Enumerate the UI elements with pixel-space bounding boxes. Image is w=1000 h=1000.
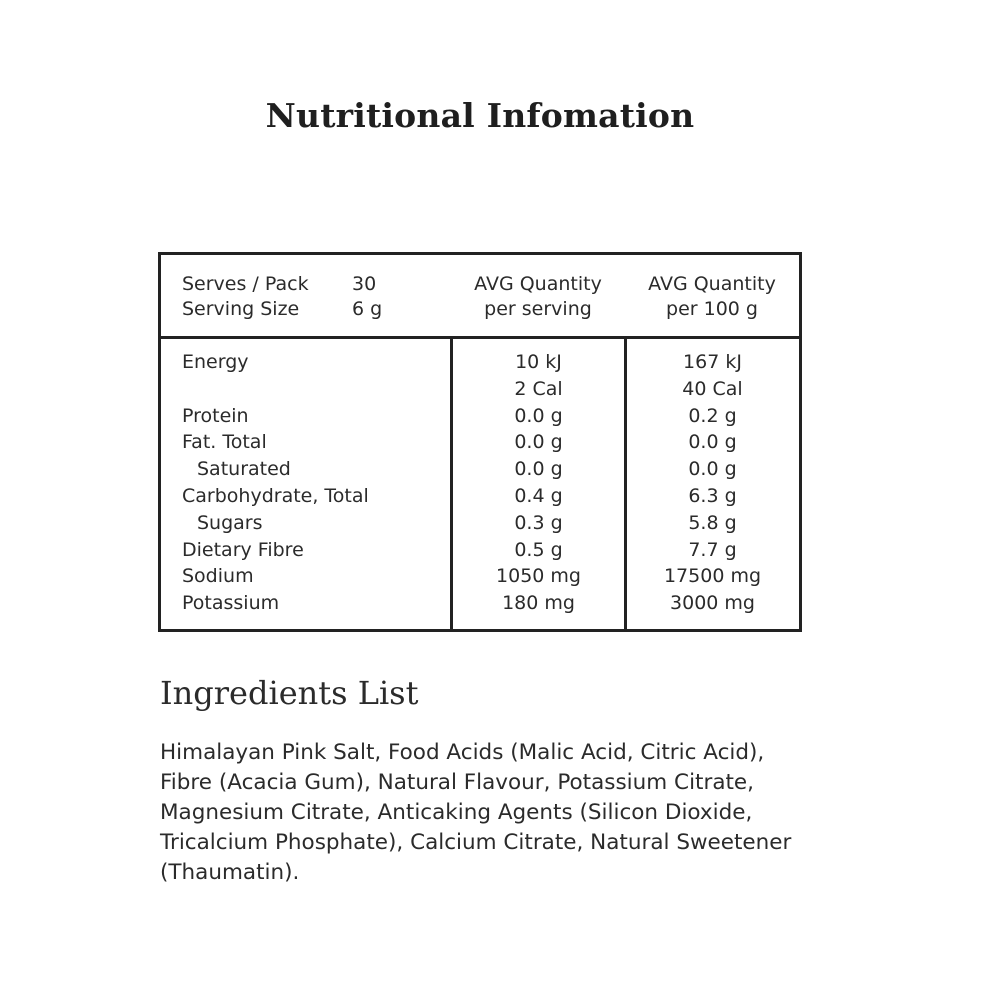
- per-serving-header-line1: AVG Quantity: [474, 273, 602, 295]
- per-serving-value: 180 mg: [502, 592, 575, 615]
- per-serving-value: 0.3 g: [514, 511, 563, 534]
- nutrient-label: Carbohydrate, Total: [182, 485, 369, 507]
- ingredients-heading: Ingredients List: [160, 674, 419, 712]
- per-100g-value: 167 kJ: [683, 351, 742, 373]
- page-title: Nutritional Infomation: [265, 96, 695, 135]
- per-100g-value: 3000 mg: [670, 592, 755, 615]
- per-serving-value: 0.0 g: [514, 431, 563, 454]
- per-serving-header-line2: per serving: [484, 298, 592, 320]
- serving-size-value: 6 g: [352, 298, 383, 320]
- per-serving-value: 0.0 g: [514, 458, 563, 481]
- per-100g-value: 17500 mg: [663, 565, 762, 588]
- per-100g-value: 0.2 g: [688, 404, 737, 427]
- per-serving-value: 2 Cal: [514, 377, 563, 400]
- per-100g-value: 5.8 g: [688, 511, 737, 534]
- ingredients-text: Himalayan Pink Salt, Food Acids (Malic Acid, Citric Acid), Fibre (Acacia Gum), Natural Flavour, Potassium Citrate, Magnesium Citrate, Anticaking Agents (Silicon Dioxide, Tricalcium Phosphate), Calcium Citrate, Natural Sweetener (Thaumatin).: [160, 740, 792, 885]
- nutrition-header: [161, 255, 799, 339]
- nutrient-label: Fat. Total: [182, 431, 267, 454]
- per-serving-value: 0.0 g: [514, 404, 563, 427]
- per-100g-value: 6.3 g: [688, 485, 737, 507]
- per-100g-value: 7.7 g: [688, 538, 737, 561]
- per-serving-value: 1050 mg: [496, 565, 581, 588]
- per-100g-value: 0.0 g: [688, 431, 737, 454]
- serving-size-label: Serving Size: [182, 298, 300, 320]
- per-100g-value: 0.0 g: [688, 458, 737, 481]
- per-serving-value: 0.4 g: [514, 485, 563, 507]
- nutrient-label: Sugars: [197, 511, 263, 534]
- serves-value: 30: [352, 273, 377, 295]
- nutrition-panel: [158, 252, 802, 632]
- nutrient-label: Energy: [182, 351, 249, 373]
- per-100g-header-line1: AVG Quantity: [648, 273, 776, 295]
- per-100g-header-line2: per 100 g: [666, 298, 758, 320]
- per-serving-value: 0.5 g: [514, 538, 563, 561]
- nutrient-label: Dietary Fibre: [182, 538, 304, 561]
- nutrient-label: Saturated: [197, 458, 291, 481]
- per-100g-value: 40 Cal: [682, 377, 743, 400]
- nutrient-label: Sodium: [182, 565, 254, 588]
- serves-label: Serves / Pack: [182, 273, 309, 295]
- nutrient-label: Protein: [182, 404, 249, 427]
- nutrient-label: Potassium: [182, 592, 280, 615]
- per-serving-value: 10 kJ: [515, 351, 562, 373]
